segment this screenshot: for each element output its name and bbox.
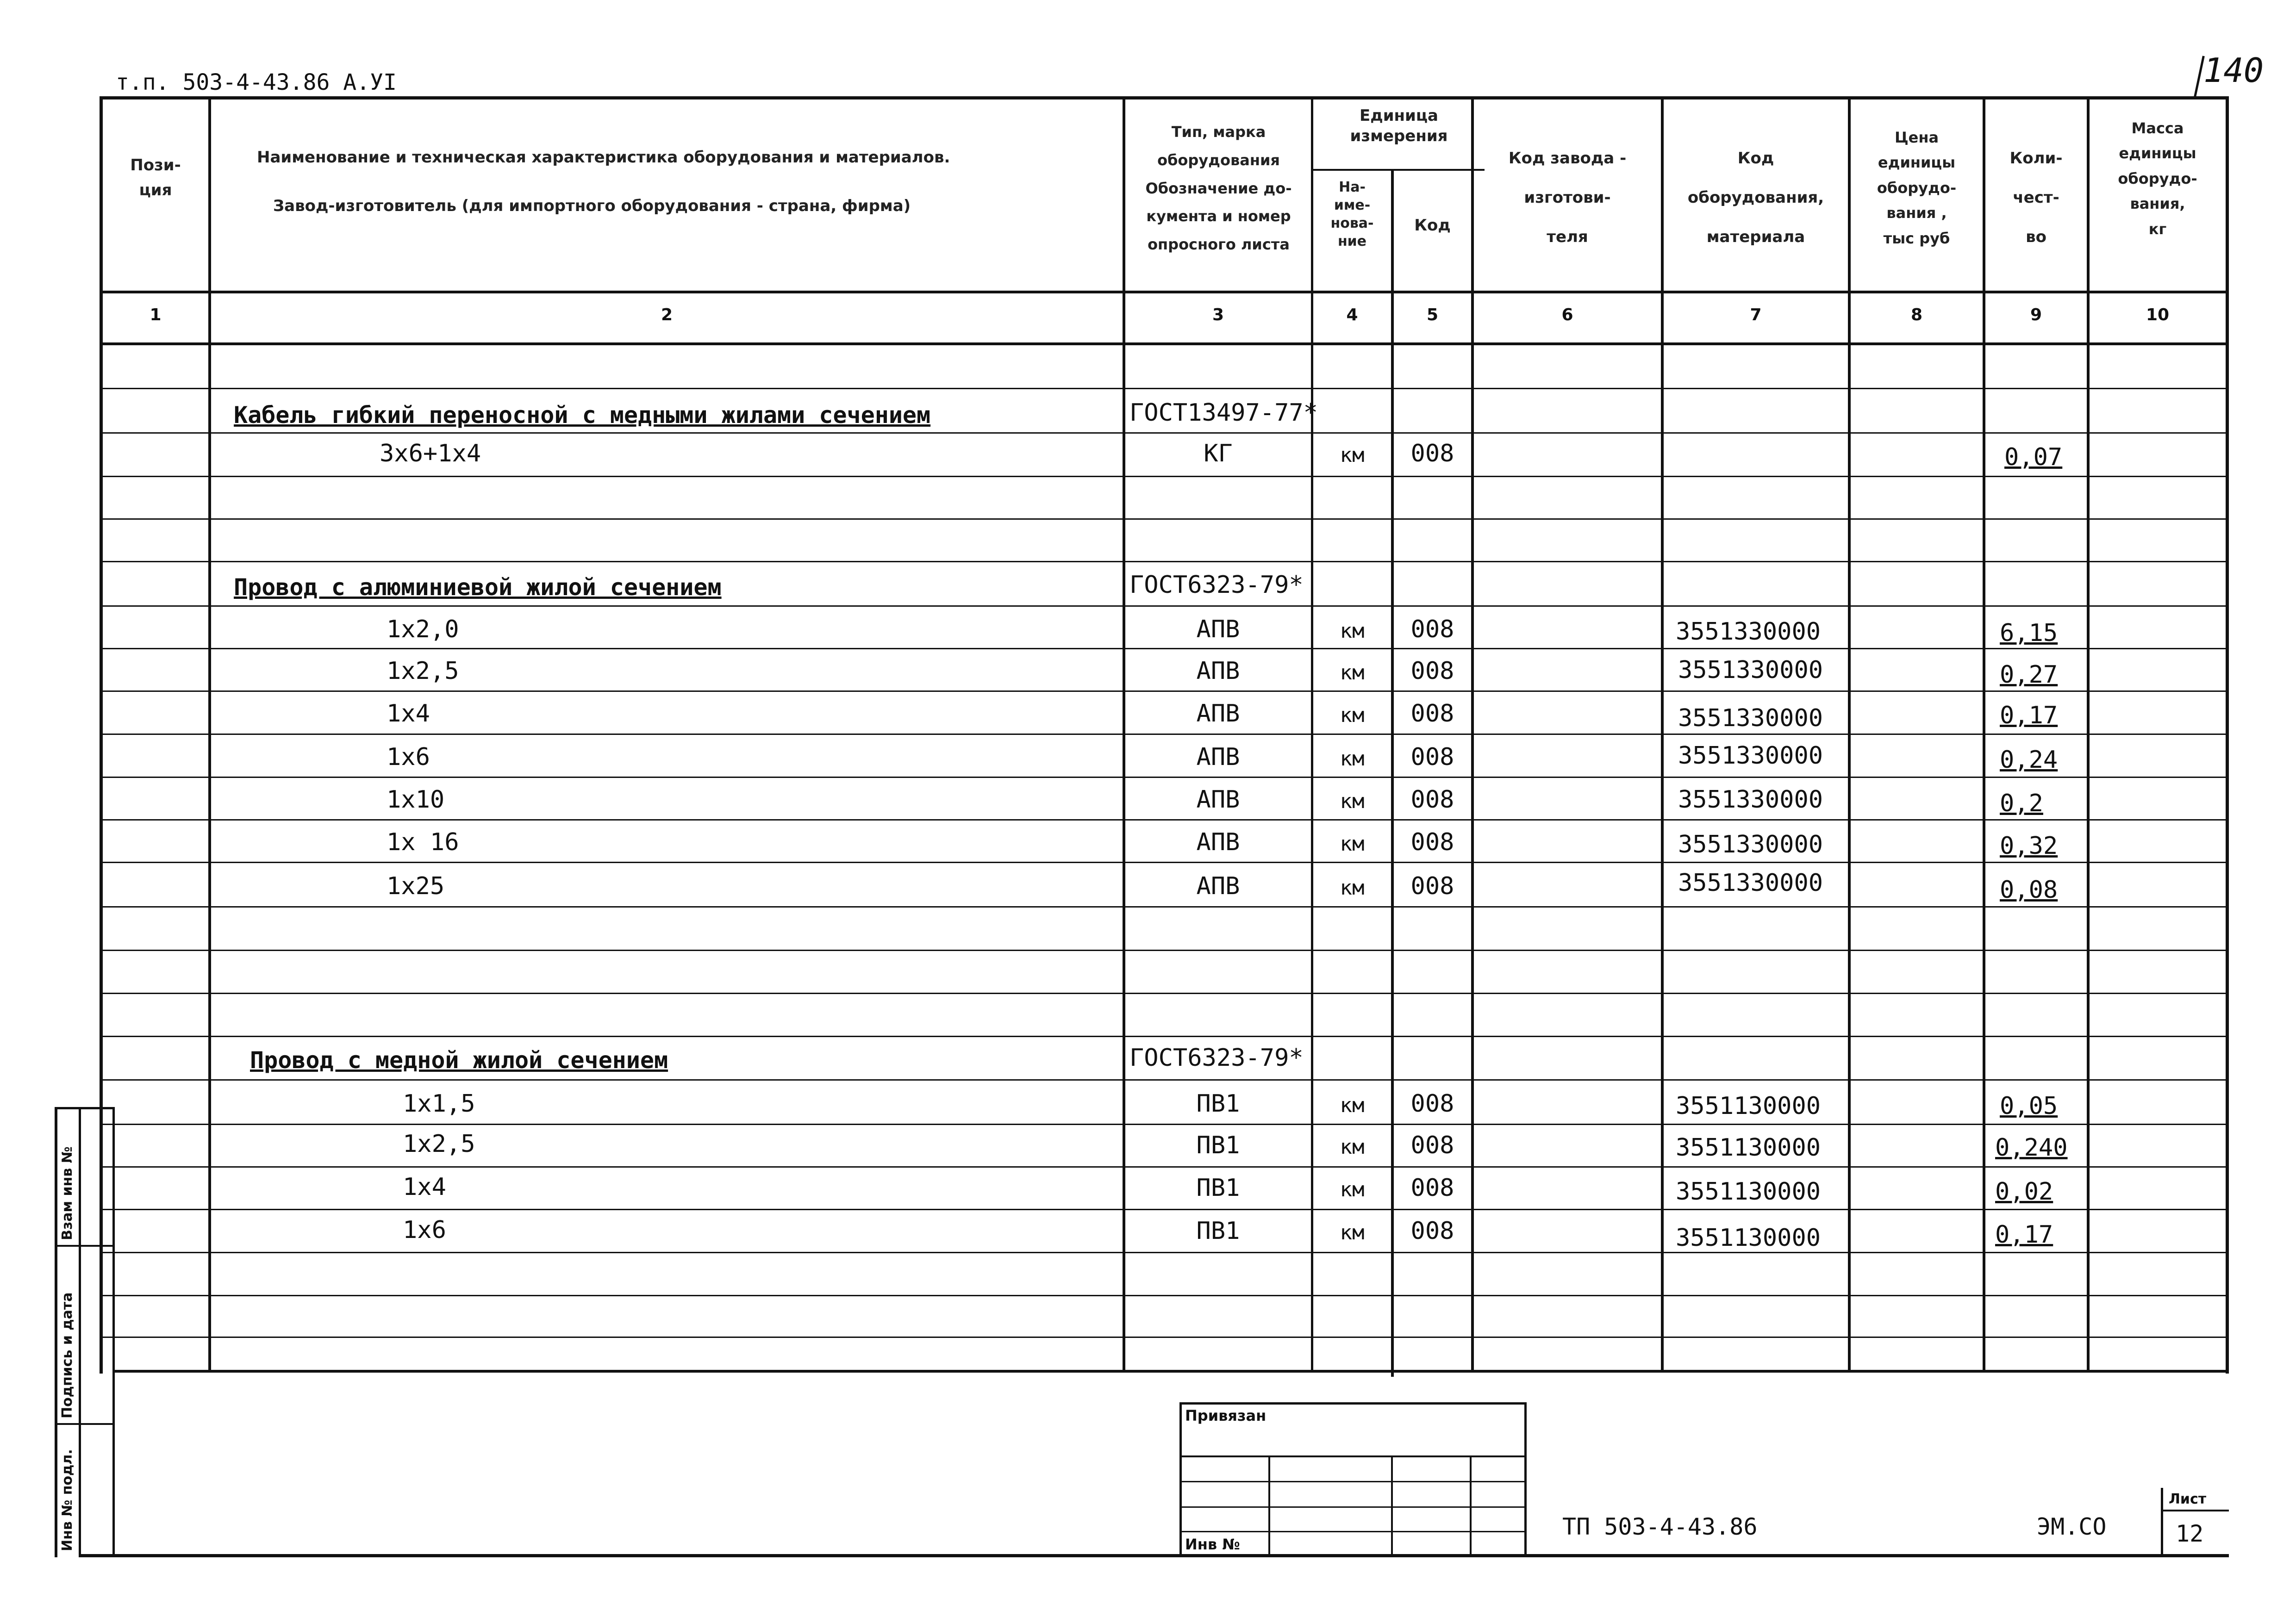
- header-unit-code: Код: [1414, 216, 1451, 235]
- col-number: 3: [1212, 305, 1224, 324]
- item-unit: км: [1340, 832, 1365, 856]
- item-name: 1х2,0: [387, 616, 459, 643]
- item-name: 1х25: [387, 872, 445, 900]
- item-material-code: 3551330000: [1678, 831, 1823, 858]
- item-mark: АПВ: [1196, 700, 1240, 728]
- document-code: ТП 503-4-43.86: [1562, 1513, 1758, 1540]
- item-qty: 6,15: [2000, 619, 2058, 647]
- item-mark: ПВ1: [1196, 1132, 1240, 1159]
- section-title: Провод с алюминиевой жилой сечением: [234, 574, 722, 601]
- item-name: 3х6+1х4: [380, 440, 481, 467]
- item-material-code: 3551130000: [1676, 1134, 1821, 1162]
- item-material-code: 3551330000: [1678, 869, 1823, 897]
- item-qty: 0,27: [2000, 661, 2058, 689]
- item-unit: км: [1340, 1178, 1365, 1201]
- item-mark: ПВ1: [1196, 1090, 1240, 1118]
- inv-number-label: Инв №: [1185, 1536, 1240, 1553]
- side-label-signature-date: Подпись и дата: [59, 1292, 75, 1418]
- item-unit-code: 008: [1410, 1217, 1454, 1245]
- item-material-code: 3551330000: [1678, 786, 1823, 814]
- item-qty: 0,05: [2000, 1092, 2058, 1120]
- item-material-code: 3551330000: [1678, 704, 1823, 732]
- item-qty: 0,07: [2004, 443, 2063, 471]
- item-mark: ПВ1: [1196, 1174, 1240, 1202]
- item-unit: км: [1340, 1221, 1365, 1244]
- item-unit-code: 008: [1410, 1090, 1454, 1118]
- header-factory-code: Код завода - изготови- теля: [1508, 149, 1627, 246]
- item-unit: км: [1340, 703, 1365, 727]
- col-number: 5: [1426, 305, 1439, 324]
- item-qty: 0,17: [2000, 702, 2058, 729]
- header-unit-name: На- име- нова- ние: [1330, 179, 1374, 249]
- header-type: Тип, марка оборудования Обозначение до- кумента и номер опросного листа: [1145, 123, 1292, 254]
- item-name: 1х 16: [387, 828, 459, 856]
- item-material-code: 3551330000: [1678, 656, 1823, 684]
- item-unit-code: 008: [1410, 440, 1454, 467]
- item-unit: км: [1340, 790, 1365, 813]
- item-unit-code: 008: [1410, 700, 1454, 728]
- page-mark: 140: [2203, 51, 2264, 90]
- sheet-number: 12: [2176, 1520, 2204, 1547]
- header-price: Цена единицы оборудо- вания , тыс руб: [1877, 129, 1957, 247]
- item-material-code: 3551330000: [1676, 618, 1821, 646]
- doc-reference: т.п. 503-4-43.86 А.УI: [116, 69, 397, 95]
- item-name: 1х10: [387, 786, 445, 814]
- section-standard: ГОСТ13497-77*: [1129, 399, 1318, 427]
- col-number: 4: [1346, 305, 1358, 324]
- item-mark: АПВ: [1196, 872, 1240, 900]
- item-name: 1х6: [387, 743, 430, 771]
- item-mark: АПВ: [1196, 743, 1240, 771]
- col-number: 1: [150, 305, 162, 324]
- sheet-label: Лист: [2169, 1491, 2207, 1507]
- item-name: 1х6: [403, 1216, 446, 1244]
- item-qty: 0,02: [1995, 1178, 2053, 1206]
- header-unit-group: Единица измерения: [1350, 106, 1448, 146]
- section-code: ЭМ.СО: [2037, 1513, 2107, 1540]
- item-unit: км: [1340, 619, 1365, 643]
- item-unit-code: 008: [1410, 616, 1454, 643]
- header-mass: Масса единицы оборудо- вания, кг: [2118, 119, 2197, 238]
- item-unit-code: 008: [1410, 828, 1454, 856]
- item-unit: км: [1340, 876, 1365, 900]
- section-standard: ГОСТ6323-79*: [1129, 1044, 1304, 1072]
- item-qty: 0,17: [1995, 1221, 2053, 1249]
- item-name: 1х2,5: [387, 657, 459, 685]
- item-name: 1х4: [403, 1173, 446, 1201]
- col-number: 9: [2030, 305, 2042, 324]
- header-material-code: Код оборудования, материала: [1687, 149, 1824, 246]
- item-name: 1х2,5: [403, 1130, 475, 1158]
- item-mark: КГ: [1204, 440, 1233, 467]
- item-material-code: 3551130000: [1676, 1092, 1821, 1120]
- item-unit: км: [1340, 661, 1365, 684]
- col-number: 8: [1910, 305, 1923, 324]
- item-qty: 0,24: [2000, 746, 2058, 774]
- col-number: 7: [1750, 305, 1762, 324]
- item-mark: ПВ1: [1196, 1217, 1240, 1245]
- item-unit-code: 008: [1410, 872, 1454, 900]
- col-number: 6: [1561, 305, 1573, 324]
- item-unit-code: 008: [1410, 786, 1454, 814]
- header-quantity: Коли- чест- во: [2009, 149, 2063, 246]
- header-position: Пози- ция: [130, 156, 181, 200]
- header-name-line1: Наименование и техническая характеристика оборудования и материалов.: [257, 148, 950, 167]
- item-unit-code: 008: [1410, 1132, 1454, 1159]
- item-unit-code: 008: [1410, 743, 1454, 771]
- item-mark: АПВ: [1196, 828, 1240, 856]
- section-standard: ГОСТ6323-79*: [1129, 571, 1304, 599]
- side-label-inv-original: Инв № подл.: [59, 1449, 75, 1551]
- item-qty: 0,2: [2000, 790, 2043, 817]
- item-qty: 0,240: [1995, 1134, 2068, 1162]
- col-number: 2: [661, 305, 673, 324]
- item-unit-code: 008: [1410, 1174, 1454, 1202]
- item-mark: АПВ: [1196, 786, 1240, 814]
- item-unit: км: [1340, 1094, 1365, 1117]
- item-unit: км: [1340, 747, 1365, 771]
- item-qty: 0,32: [2000, 832, 2058, 860]
- item-name: 1х4: [387, 700, 430, 728]
- item-qty: 0,08: [2000, 876, 2058, 904]
- item-unit: км: [1340, 443, 1365, 467]
- section-title: Кабель гибкий переносной с медными жилами сечением: [234, 402, 931, 429]
- header-name-line2: Завод-изготовитель (для импортного оборудования - страна, фирма): [273, 197, 911, 215]
- section-title: Провод с медной жилой сечением: [250, 1047, 668, 1074]
- item-material-code: 3551330000: [1678, 742, 1823, 770]
- item-name: 1х1,5: [403, 1090, 475, 1118]
- col-number: 10: [2146, 305, 2170, 324]
- item-mark: АПВ: [1196, 616, 1240, 643]
- side-label-replaced-inv: Взам инв №: [59, 1146, 75, 1240]
- item-material-code: 3551130000: [1676, 1178, 1821, 1206]
- item-mark: АПВ: [1196, 657, 1240, 685]
- privyazan-label: Привязан: [1185, 1407, 1267, 1424]
- item-unit-code: 008: [1410, 657, 1454, 685]
- item-material-code: 3551130000: [1676, 1224, 1821, 1252]
- item-unit: км: [1340, 1135, 1365, 1159]
